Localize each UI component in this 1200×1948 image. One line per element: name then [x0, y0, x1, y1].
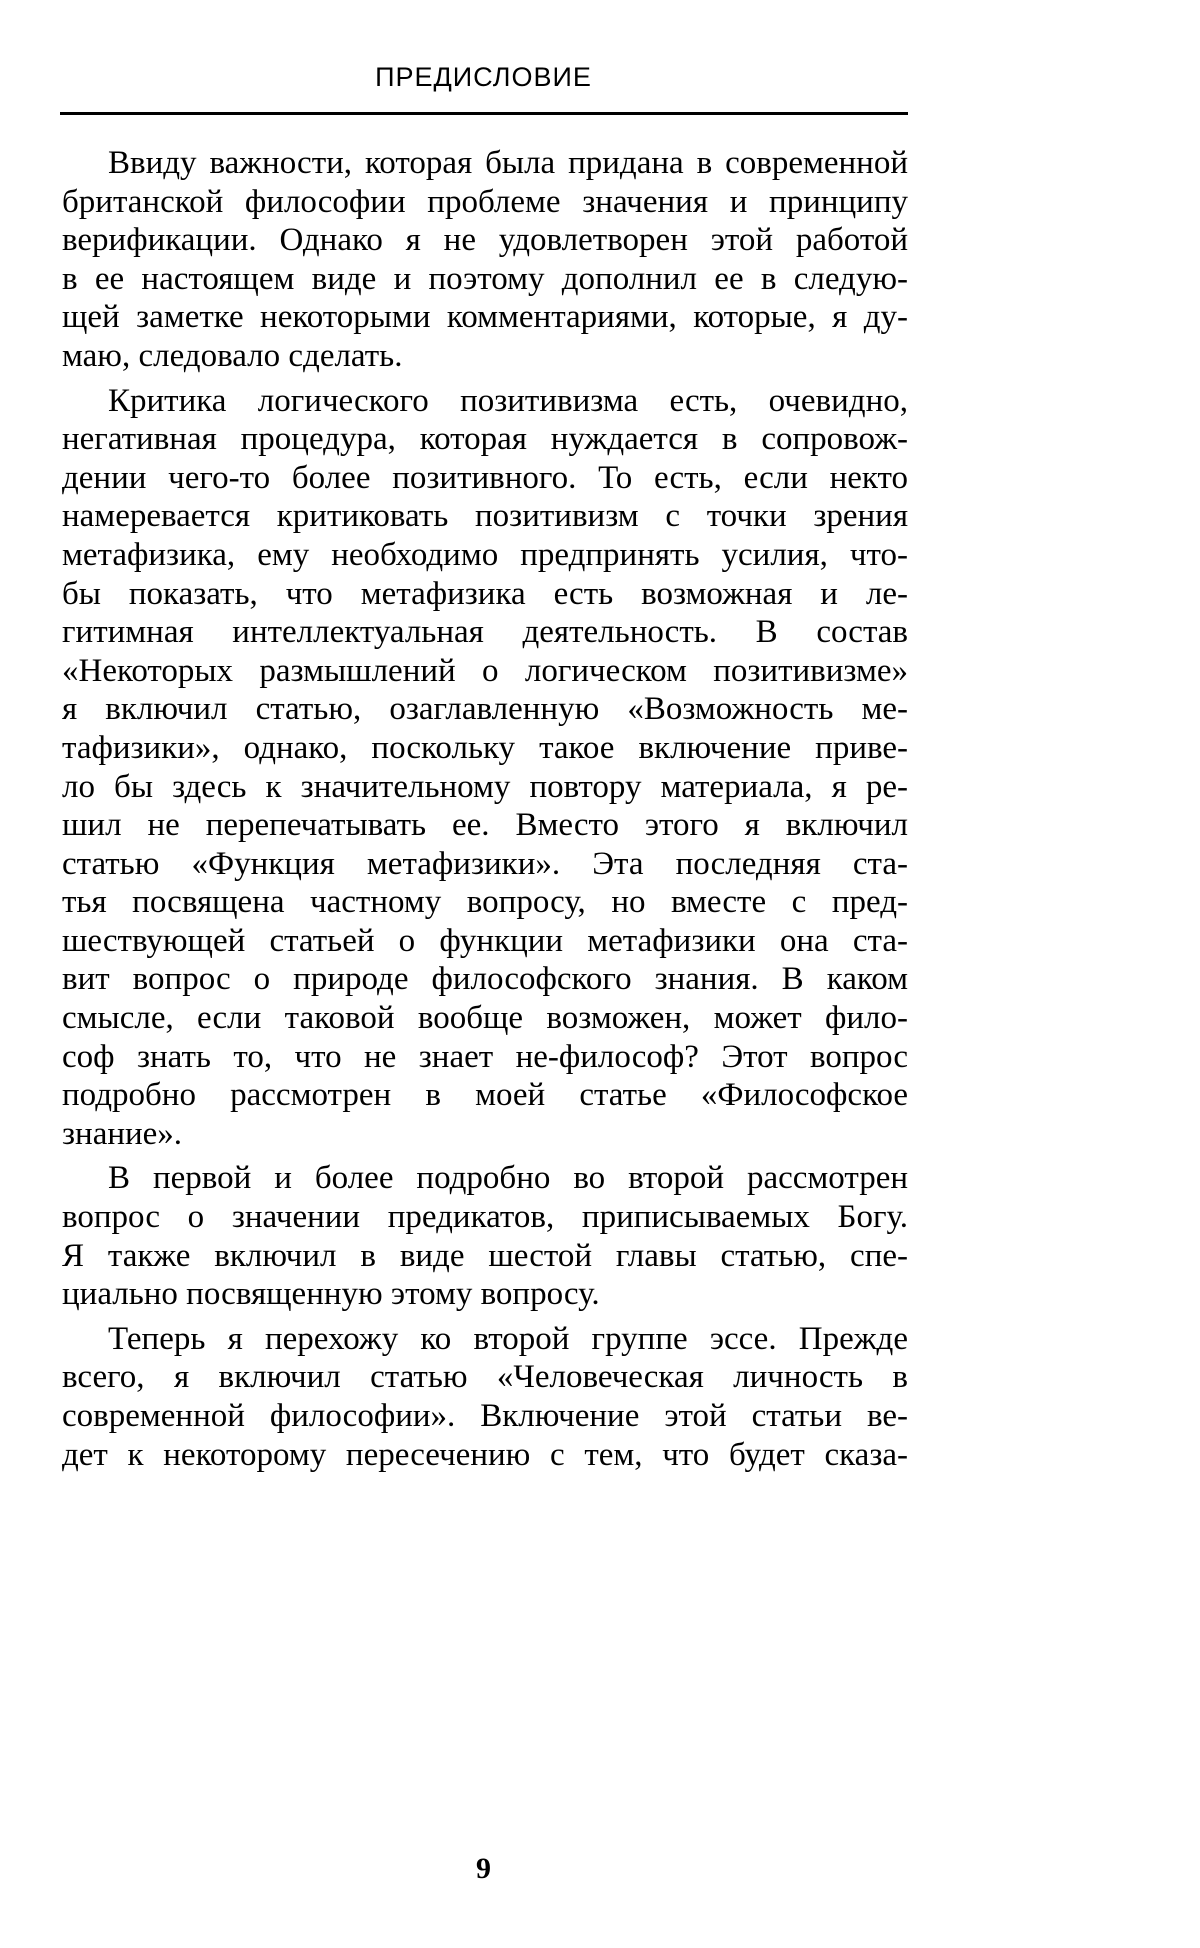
- text-line: шествующей статьей о функции метафизики она ста-: [62, 922, 908, 959]
- text-line: шил не перепечатывать ее. Вместо этого я включил: [62, 807, 908, 844]
- text-line: вопрос о значении предикатов, приписываемых Богу.: [62, 1199, 908, 1236]
- paragraph: [62, 144, 908, 376]
- body-text: [62, 144, 908, 1474]
- text-line: смысле, если таковой вообще возможен, может фило-: [62, 1000, 908, 1037]
- text-line: современной философии». Включение этой статьи ве-: [62, 1398, 908, 1434]
- text-line: ло бы здесь к значительному повтору материала, я ре-: [62, 768, 908, 805]
- text-line: знание».: [62, 1115, 183, 1152]
- text-line: Критика логического позитивизма есть, очевидно,: [108, 382, 908, 419]
- text-line: тафизики», однако, поскольку такое включение приве-: [62, 729, 908, 766]
- paragraph: [62, 1320, 908, 1474]
- text-line: всего, я включил статью «Человеческая личность в: [62, 1359, 908, 1396]
- text-line: вит вопрос о природе философского знания. В каком: [62, 961, 908, 998]
- text-line: статью «Функция метафизики». Эта последняя ста-: [62, 845, 908, 882]
- text-line: Теперь я перехожу ко второй группе эссе. Прежде: [108, 1320, 908, 1357]
- text-line: «Некоторых размышлений о логическом позитивизме»: [62, 652, 908, 689]
- text-line: дении чего-то более позитивного. То есть, если некто: [62, 459, 908, 496]
- text-line: щей заметке некоторыми комментариями, которые, я ду-: [62, 299, 908, 336]
- text-line: метафизика, ему необходимо предпринять усилия, что-: [62, 536, 908, 573]
- running-title: ПРЕДИСЛОВИЕ: [375, 62, 592, 92]
- paragraph: [62, 382, 908, 1154]
- text-line: негативная процедура, которая нуждается в сопровож-: [62, 421, 908, 458]
- text-line: Ввиду важности, которая была придана в современной: [108, 145, 908, 181]
- text-line: В первой и более подробно во второй рассмотрен: [108, 1160, 908, 1197]
- text-line: подробно рассмотрен в моей статье «Философское: [62, 1077, 908, 1114]
- text-line: верификации. Однако я не удовлетворен этой работой: [62, 222, 908, 259]
- text-line: я включил статью, озаглавленную «Возможность ме-: [62, 691, 908, 728]
- text-line: соф знать то, что не знает не-философ? Этот вопрос: [62, 1038, 908, 1075]
- text-line: намеревается критиковать позитивизм с точки зрения: [62, 498, 908, 535]
- text-line: Я также включил в виде шестой главы статью, спе-: [62, 1237, 908, 1274]
- page-number: 9: [476, 1852, 491, 1885]
- text-line: в ее настоящем виде и поэтому дополнил ее в следую-: [62, 260, 908, 297]
- text-line: бы показать, что метафизика есть возможная и ле-: [62, 575, 908, 612]
- text-line: дет к некоторому пересечению с тем, что будет сказа-: [62, 1436, 908, 1473]
- header-rule: [60, 112, 908, 115]
- text-line: гитимная интеллектуальная деятельность. В состав: [62, 614, 908, 651]
- text-line: британской философии проблеме значения и принципу: [62, 183, 908, 220]
- text-line: циально посвященную этому вопросу.: [62, 1276, 600, 1313]
- paragraph: [62, 1159, 908, 1313]
- text-line: тья посвящена частному вопросу, но вместе с пред-: [62, 884, 908, 921]
- text-line: маю, следовало сделать.: [62, 337, 403, 374]
